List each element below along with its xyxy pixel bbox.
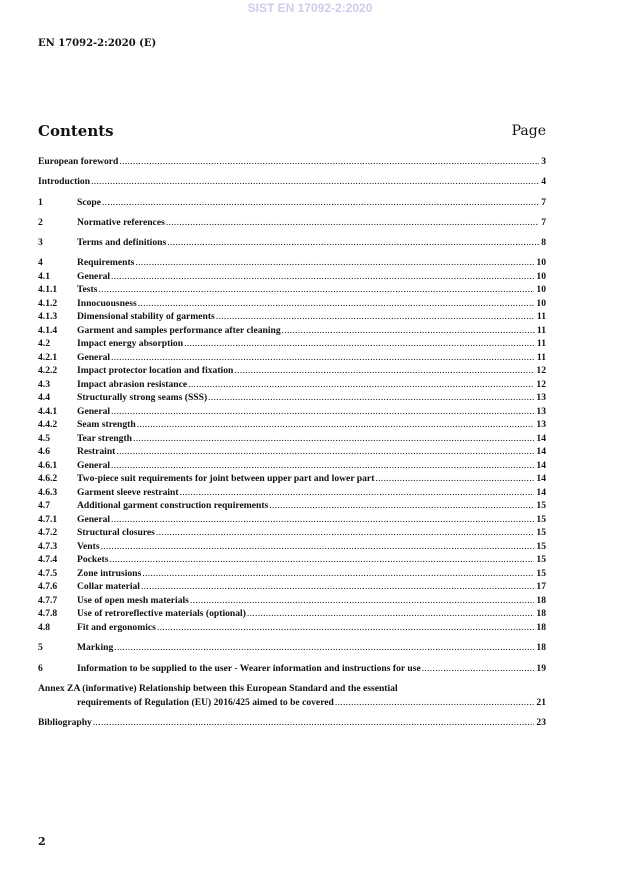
page-number: 2 [38, 835, 46, 848]
toc-entry-number: 5 [38, 642, 43, 654]
toc-entry-title: Use of open mesh materials [77, 594, 189, 606]
toc-entry-number: 4.7.3 [38, 540, 58, 552]
dot-leader [269, 499, 534, 513]
dot-leader [111, 270, 534, 284]
toc-entry[interactable] [38, 216, 546, 230]
toc-entry-title: Structural closures [77, 527, 155, 539]
toc-entry-page: 18 [536, 642, 546, 654]
toc-entry-page: 8 [541, 237, 546, 249]
toc-entry[interactable] [38, 580, 546, 594]
toc-entry-title: Garment sleeve restraint [77, 486, 179, 498]
toc-entry-page: 14 [536, 486, 546, 498]
dot-leader [93, 716, 535, 730]
toc-entry[interactable] [38, 418, 546, 432]
toc-entry-number: 4.4 [38, 392, 50, 404]
toc-entry-page: 18 [536, 621, 546, 633]
toc-entry-number: 4 [38, 257, 43, 269]
dot-leader [157, 621, 535, 635]
toc-entry-page: 10 [536, 270, 546, 282]
dot-leader [282, 324, 535, 338]
toc-entry-number: 4.4.2 [38, 419, 58, 431]
toc-entry-number: 6 [38, 662, 43, 674]
dot-leader [101, 540, 535, 554]
toc-entry-number: 4.1 [38, 270, 50, 282]
toc-entry-page: 7 [541, 216, 546, 228]
contents-title: Contents [38, 122, 114, 140]
dot-leader [111, 513, 534, 527]
bibliography-page: 23 [536, 716, 546, 728]
toc-entry-title: Tear strength [77, 432, 132, 444]
dot-leader [156, 526, 535, 540]
toc-entry-title: Restraint [77, 446, 116, 458]
toc-entry[interactable] [38, 621, 546, 635]
dot-leader [138, 297, 535, 311]
toc-entry[interactable] [38, 391, 546, 405]
toc-entry-number: 4.2.2 [38, 365, 58, 377]
toc-entry-title: General [77, 405, 111, 417]
toc-entry-annex-za[interactable] [38, 682, 546, 709]
dot-leader [422, 662, 535, 676]
toc-entry-page: 12 [536, 378, 546, 390]
dot-leader [133, 432, 534, 446]
toc-entry-title: Normative references [77, 216, 165, 228]
toc-entry-page: 18 [536, 608, 546, 620]
dot-leader [375, 472, 534, 486]
dot-leader [190, 594, 534, 608]
page-column-label: Page [511, 123, 546, 139]
toc-entry-title: General [77, 351, 111, 363]
toc-entry[interactable] [38, 513, 546, 527]
dot-leader [216, 310, 535, 324]
toc-entry-page: 15 [536, 540, 546, 552]
toc-entry-title: Impact protector location and fixation [77, 365, 234, 377]
toc-entry-title: Collar material [77, 581, 140, 593]
toc-entry[interactable] [38, 607, 546, 621]
toc-entry-number: 1 [38, 196, 43, 208]
toc-entry-title: Zone intrusions [77, 567, 142, 579]
toc-entry-page: 15 [536, 500, 546, 512]
toc-entry-title: Garment and samples performance after cleaning [77, 324, 281, 336]
toc-entry-title: Impact energy absorption [77, 338, 184, 350]
toc-entry-number: 4.4.1 [38, 405, 58, 417]
dot-leader [234, 364, 534, 378]
toc-entry[interactable] [38, 499, 546, 513]
toc-entry-page: 13 [536, 392, 546, 404]
toc-entry-number: 4.1.3 [38, 311, 58, 323]
toc-entry[interactable] [38, 283, 546, 297]
table-of-contents [38, 155, 546, 729]
toc-entry-title: General [77, 459, 111, 471]
toc-entry-number: 4.7 [38, 500, 50, 512]
dot-leader [111, 459, 534, 473]
toc-entry-title: Structurally strong seams (SSS) [77, 392, 208, 404]
toc-entry[interactable] [38, 236, 546, 250]
toc-entry[interactable] [38, 540, 546, 554]
toc-entry-title: European foreword [38, 156, 119, 167]
toc-entry-page: 15 [536, 554, 546, 566]
toc-entry-title: Terms and definitions [77, 237, 167, 249]
toc-entry[interactable] [38, 196, 546, 210]
toc-entry-page: 13 [536, 405, 546, 417]
toc-entry[interactable] [38, 378, 546, 392]
toc-entry-title: Two-piece suit requirements for joint between upper part and lower part [77, 473, 375, 485]
toc-entry-page: 15 [536, 567, 546, 579]
toc-entry[interactable] [38, 256, 546, 270]
toc-entry-number: 4.2 [38, 338, 50, 350]
toc-entry[interactable] [38, 432, 546, 446]
toc-entry-page: 3 [541, 156, 546, 167]
toc-entry-page: 13 [536, 419, 546, 431]
toc-entry-page: 14 [536, 446, 546, 458]
toc-entry-page: 17 [536, 581, 546, 593]
toc-entry-number: 4.7.8 [38, 608, 58, 620]
toc-entry-title: General [77, 513, 111, 525]
toc-entry-number: 4.6.1 [38, 459, 58, 471]
toc-entry-page: 14 [536, 473, 546, 485]
toc-entry-number: 4.7.1 [38, 513, 58, 525]
toc-entry-number: 4.8 [38, 621, 50, 633]
toc-entry[interactable] [38, 175, 546, 189]
toc-entry-title: Additional garment construction requirements [77, 500, 269, 512]
toc-entry-page: 12 [536, 365, 546, 377]
dot-leader [247, 607, 535, 621]
toc-entry-number: 2 [38, 216, 43, 228]
toc-entry-number: 4.7.2 [38, 527, 58, 539]
toc-entry-title: Impact abrasion resistance [77, 378, 188, 390]
dot-leader [137, 418, 535, 432]
toc-entry-number: 4.1.1 [38, 284, 58, 296]
toc-entry-number: 4.6.2 [38, 473, 58, 485]
toc-entry-page: 14 [536, 459, 546, 471]
bibliography-text: Bibliography [38, 716, 92, 728]
dot-leader [335, 696, 535, 710]
toc-entry-page: 18 [536, 594, 546, 606]
dot-leader [167, 236, 539, 250]
toc-entry[interactable] [38, 351, 546, 365]
toc-entry-title: Fit and ergonomics [77, 621, 156, 633]
dot-leader [188, 378, 534, 392]
dot-leader [141, 580, 534, 594]
toc-entry-page: 11 [536, 311, 546, 323]
toc-entry-page: 11 [536, 338, 546, 350]
toc-entry-title: Introduction [38, 176, 91, 188]
toc-entry-number: 4.6.3 [38, 486, 58, 498]
toc-entry-bibliography[interactable] [38, 716, 546, 730]
toc-entry-page: 10 [536, 297, 546, 309]
toc-entry[interactable] [38, 459, 546, 473]
toc-entry-page: 15 [536, 527, 546, 539]
dot-leader [184, 337, 535, 351]
dot-leader [91, 175, 539, 189]
toc-entry[interactable] [38, 553, 546, 567]
toc-entry-title: Scope [77, 196, 101, 208]
toc-entry-number: 4.2.1 [38, 351, 58, 363]
toc-entry[interactable] [38, 297, 546, 311]
toc-entry-title: Seam strength [77, 419, 136, 431]
toc-entry[interactable] [38, 472, 546, 486]
toc-entry-page: 14 [536, 432, 546, 444]
dot-leader [111, 405, 534, 419]
dot-leader [166, 216, 539, 230]
dot-leader [109, 553, 534, 567]
document-header: EN 17092-2:2020 (E) [38, 38, 157, 49]
dot-leader [114, 641, 534, 655]
toc-entry[interactable] [38, 324, 546, 338]
dot-leader [208, 391, 534, 405]
toc-entry[interactable] [38, 641, 546, 655]
watermark: SIST EN 17092-2:2020 [247, 1, 373, 15]
toc-entry-number: 4.3 [38, 378, 50, 390]
toc-entry[interactable] [38, 567, 546, 581]
toc-entry[interactable] [38, 662, 546, 676]
toc-entry[interactable] [38, 526, 546, 540]
toc-entry-number: 4.7.4 [38, 554, 58, 566]
toc-entry-title: Requirements [77, 257, 135, 269]
dot-leader [111, 351, 535, 365]
toc-entry[interactable] [38, 155, 546, 169]
toc-entry-title: Vents [77, 540, 100, 552]
toc-entry[interactable] [38, 364, 546, 378]
toc-entry-number: 4.7.5 [38, 567, 58, 579]
toc-entry-number: 4.1.2 [38, 297, 58, 309]
dot-leader [142, 567, 534, 581]
annex-page: 21 [536, 696, 546, 708]
toc-entry-title: Innocuousness [77, 297, 137, 309]
annex-line-1: Annex ZA (informative) Relationship between this European Standard and the essential [38, 683, 398, 695]
toc-entry-title: Use of retroreflective materials (optional) [77, 608, 246, 620]
toc-entry-title: Pockets [77, 554, 109, 566]
toc-entry-page: 11 [536, 351, 546, 363]
dot-leader [119, 155, 539, 169]
toc-entry[interactable] [38, 486, 546, 500]
toc-entry-number: 3 [38, 237, 43, 249]
toc-entry-page: 11 [536, 324, 546, 336]
toc-entry[interactable] [38, 337, 546, 351]
toc-entry-page: 10 [536, 257, 546, 269]
toc-entry-page: 15 [536, 513, 546, 525]
toc-entry-page: 7 [541, 196, 546, 208]
dot-leader [98, 283, 534, 297]
toc-entry[interactable] [38, 445, 546, 459]
toc-entry-title: Dimensional stability of garments [77, 311, 215, 323]
dot-leader [102, 196, 539, 210]
toc-entry-title: Marking [77, 642, 114, 654]
toc-entry-page: 19 [536, 662, 546, 674]
toc-entry-number: 4.7.7 [38, 594, 58, 606]
toc-entry[interactable] [38, 594, 546, 608]
toc-entry-number: 4.6 [38, 446, 50, 458]
toc-entry-title: Tests [77, 284, 98, 296]
annex-line-2: requirements of Regulation (EU) 2016/425 aimed to be covered [77, 696, 334, 708]
toc-entry-title: General [77, 270, 111, 282]
dot-leader [180, 486, 535, 500]
toc-entry-number: 4.5 [38, 432, 50, 444]
toc-entry[interactable] [38, 270, 546, 284]
toc-entries [38, 155, 546, 675]
toc-entry-number: 4.1.4 [38, 324, 58, 336]
toc-entry-title: Information to be supplied to the user - Wearer information and instructions for use [77, 662, 421, 674]
toc-entry[interactable] [38, 405, 546, 419]
toc-entry-page: 10 [536, 284, 546, 296]
toc-entry[interactable] [38, 310, 546, 324]
dot-leader [116, 445, 534, 459]
toc-entry-number: 4.7.6 [38, 581, 58, 593]
toc-entry-page: 4 [541, 176, 546, 188]
dot-leader [135, 256, 534, 270]
